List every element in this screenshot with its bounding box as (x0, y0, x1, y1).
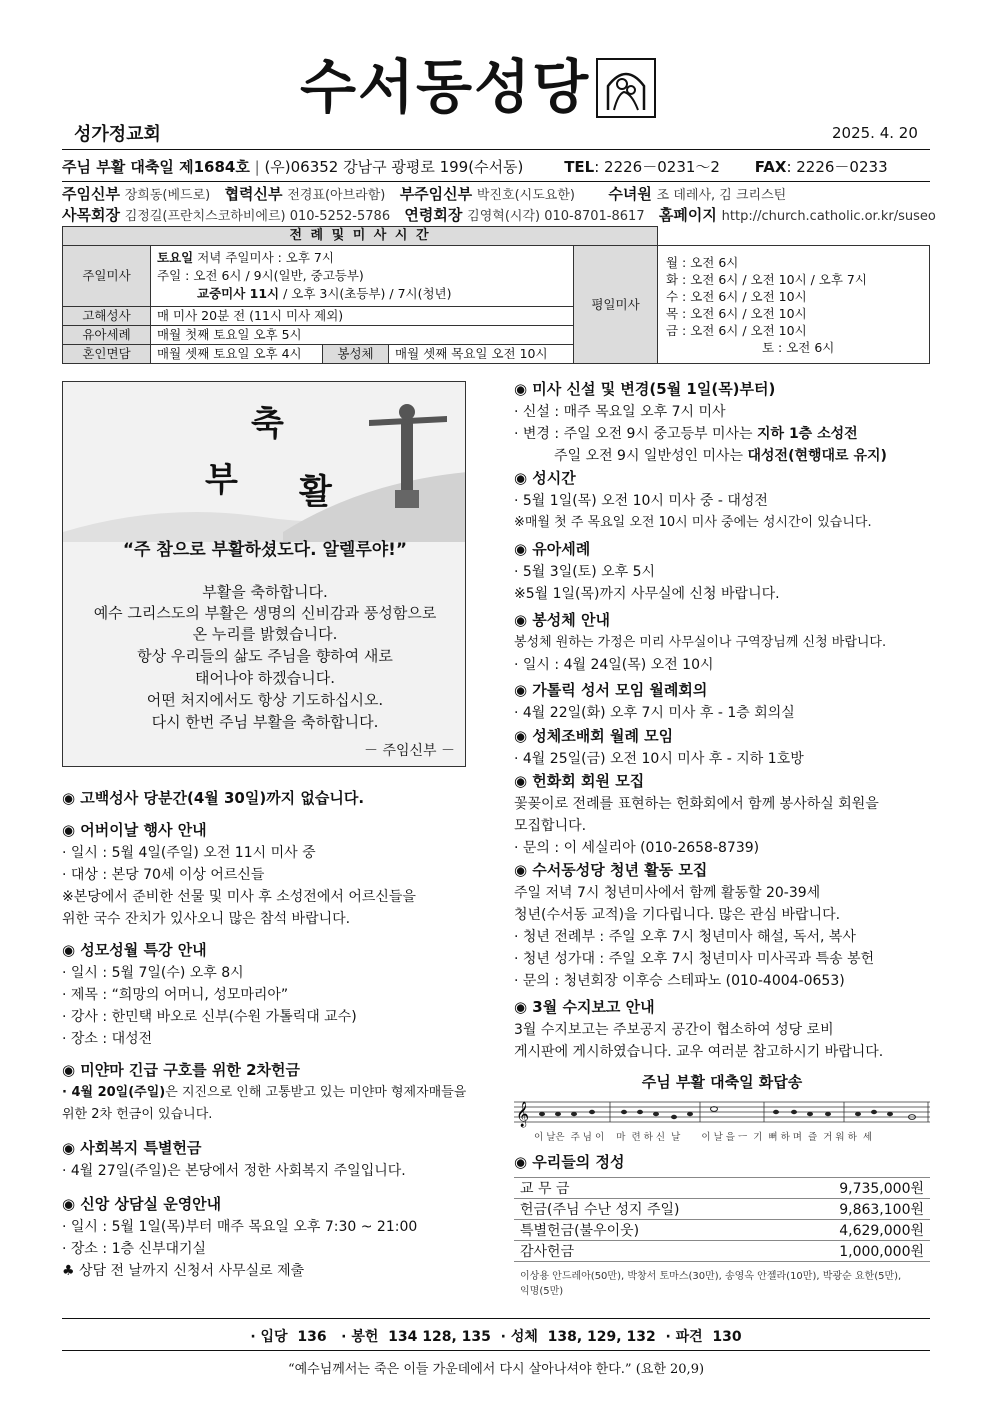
sunday-mass-label: 주일미사 (63, 246, 151, 307)
svg-text:𝄞: 𝄞 (516, 1102, 530, 1127)
offering-value: 4,629,000원 (780, 1220, 930, 1241)
notice-line: 청년(수서동 교적)을 기다립니다. 많은 관심 바랍니다. (514, 907, 841, 923)
greeting-signature: － 주임신부 － (364, 743, 455, 759)
weekday-mass-label: 평일미사 (574, 246, 658, 364)
notice-flower-group: ◉ 헌화회 회원 모집 (514, 772, 645, 790)
weekday-fri: 금 : 오전 6시 / 오전 10시 (666, 322, 807, 338)
mass-schedule-table (62, 226, 930, 364)
notice-line: 꽃꽂이로 전례를 표현하는 헌화회에서 함께 봉사하실 회원을 (514, 796, 879, 812)
notice-counseling: ◉ 신앙 상담실 운영안내 (62, 1195, 222, 1213)
issue-line: 주님 부활 대축일 제1684호 | (우)06352 강남구 광평로 199(수서동) TEL: 2226－0231～2 FAX: 2226－0233 (62, 158, 888, 176)
sunday-mass-times (151, 246, 574, 307)
notice-line: 위한 2차 헌금이 있습니다. (62, 1107, 213, 1122)
council-label: 사목회장 (62, 206, 120, 224)
vice-label: 부주임신부 (399, 185, 473, 203)
easter-greeting-box (62, 381, 466, 767)
notice-line: 봉성체 원하는 가정은 미리 사무실이나 구역장님께 신청 바랍니다. (514, 635, 887, 650)
confession-label: 고해성사 (63, 307, 151, 326)
notice-line: · 문의 : 청년회장 이후승 스테파노 (010-4004-0653) (514, 973, 845, 989)
offering-label: 특별헌금(불우이웃) (514, 1220, 780, 1241)
pastor-label: 주임신부 (62, 185, 120, 203)
change-location-1: 지하 1층 소성전 (757, 426, 858, 442)
notice-finance-report: ◉ 3월 수지보고 안내 (514, 998, 655, 1016)
greeting-line: 항상 우리들의 삶도 주님을 향하여 새로 (137, 647, 393, 665)
assoc-head-name: 김영혁(시각) 010-8701-8617 (467, 209, 645, 224)
notice-line: ※본당에서 준비한 선물 및 미사 후 소성전에서 어르신들을 (62, 889, 416, 905)
clergy-line (62, 184, 786, 206)
notice-line: · 장소 : 1층 신부대기실 (62, 1241, 207, 1257)
notice-line (514, 423, 858, 445)
offerings-table (514, 1177, 930, 1262)
notice-mass-change: ◉ 미사 신설 및 변경(5월 1일(목)부터) (514, 380, 776, 398)
table-row (514, 1220, 930, 1241)
notice-line: · 5월 1일(목) 오전 10시 미사 중 - 대성전 (514, 493, 768, 509)
homepage-label: 홈페이지 (658, 206, 717, 224)
schedule-heading: 전 례 및 미 사 시 간 (63, 227, 658, 246)
holy-family-logo-icon (596, 58, 656, 118)
notice-line (514, 445, 887, 467)
notice-line: · 일시 : 5월 1일(목)부터 매주 목요일 오후 7:30 ~ 21:00 (62, 1219, 418, 1235)
notice-line: · 일시 : 5월 4일(주일) 오전 11시 미사 중 (62, 845, 316, 861)
greeting-char-3: 활 (299, 472, 332, 512)
vice-name: 박진호(시도요한) (476, 188, 575, 203)
notice-line: · 4월 27일(주일)은 본당에서 정한 사회복지 주일입니다. (62, 1163, 406, 1179)
assoc-name: 전경표(아브라함) (287, 188, 386, 203)
notice-youth-recruit: ◉ 수서동성당 청년 활동 모집 (514, 861, 708, 879)
notice-line: ※5월 1일(목)까지 사무실에 신청 바랍니다. (514, 586, 780, 602)
psalm-music-staff-icon (514, 1096, 930, 1130)
psalm-title: 주님 부활 대축일 화답송 (641, 1073, 803, 1091)
weekday-mon: 월 : 오전 6시 (666, 254, 739, 270)
change-text-1: · 변경 : 주일 오전 9시 중고등부 미사는 (514, 426, 758, 442)
bible-verse: “예수님께서는 죽은 이들 가운데에서 다시 살아나셔야 한다.” (요한 20,9) (287, 1362, 705, 1377)
divider (62, 1350, 930, 1351)
notice-line: 게시판에 게시하였습니다. 교우 여러분 참고하시기 바랍니다. (514, 1044, 884, 1060)
fax-number: : 2226－0233 (786, 158, 888, 176)
notice-line: · 대상 : 본당 70세 이상 어르신들 (62, 867, 265, 883)
greeting-char-2: 부 (205, 460, 238, 500)
notice-line: · 청년 전례부 : 주일 오후 7시 청년미사 해설, 독서, 복사 (514, 929, 856, 945)
fax-label: FAX (754, 158, 787, 176)
tel-label: TEL (564, 158, 595, 176)
weekday-mass-times (658, 246, 930, 364)
notice-line: ♣ 상담 전 날까지 신청서 사무실로 제출 (62, 1263, 305, 1279)
weekday-wed: 수 : 오전 6시 / 오전 10시 (666, 288, 807, 304)
notice-adoration-meeting: ◉ 성체조배회 월례 모임 (514, 727, 674, 745)
marriage-time: 매월 셋째 토요일 오후 4시 (151, 345, 323, 364)
notice-line: · 5월 3일(토) 오후 5시 (514, 564, 656, 580)
assoc-label: 협력신부 (224, 185, 283, 203)
notice-line (62, 1082, 466, 1104)
notice-line: · 장소 : 대성전 (62, 1031, 153, 1047)
nun-label: 수녀원 (608, 185, 652, 203)
mass-stats: · 입당 136 · 봉헌 134 128, 135 · 성체 138, 129, 132 · 파견 130 (250, 1329, 742, 1345)
baptism-time: 매월 첫째 토요일 오후 5시 (151, 326, 574, 345)
weekday-tue: 화 : 오전 6시 / 오전 10시 / 오후 7시 (666, 271, 867, 287)
psalm-lyrics: 이 날은 주 님 이 마 련 하 신 날 이 날 을 ㅡ 기 뻐 하 며 즐 거 워 하 세 (534, 1132, 873, 1143)
offering-label: 교 무 금 (514, 1178, 780, 1199)
nun-names: 조 데레사, 김 크리스틴 (656, 188, 787, 203)
notice-line: · 문의 : 이 세실리아 (010-2658-8739) (514, 840, 760, 856)
donors-list: 이상용 안드레아(50만), 박창서 토마스(30만), 송영옥 안젤라(10만), 박광순 요한(5만), (520, 1271, 902, 1282)
parish-subtitle: 성가정교회 (74, 124, 161, 145)
greeting-line: 부활을 축하합니다. (202, 583, 328, 601)
offering-label: 헌금(주님 수난 성지 주일) (514, 1199, 780, 1220)
notice-myanmar-relief: ◉ 미얀마 긴급 구호를 위한 2차헌금 (62, 1061, 301, 1079)
notice-line: 모집합니다. (514, 818, 587, 834)
offering-value: 9,735,000원 (780, 1178, 930, 1199)
myanmar-date: · 4월 20일(주일) (62, 1085, 166, 1100)
issue-date: 2025. 4. 20 (832, 124, 918, 142)
notice-confession: ◉ 고백성사 당분간(4월 30일)까지 없습니다. (62, 789, 365, 807)
greeting-line: 온 누리를 밝혔습니다. (192, 625, 338, 643)
notice-line: · 청년 성가대 : 주일 오후 7시 청년미사 미사곡과 특송 봉헌 (514, 951, 875, 967)
eucharist-time: 매월 셋째 목요일 오전 10시 (389, 345, 574, 364)
notice-line: 위한 국수 잔치가 있사오니 많은 참석 바랍니다. (62, 911, 351, 927)
homepage-link[interactable]: http://church.catholic.or.kr/suseo (721, 209, 936, 224)
notice-line: · 4월 22일(화) 오후 7시 미사 후 - 1층 회의실 (514, 705, 795, 721)
change-text-2: 주일 오전 9시 일반성인 미사는 (514, 448, 748, 464)
notice-line: · 일시 : 4월 24일(목) 오전 10시 (514, 657, 714, 673)
notice-line: · 제목 : “희망의 어머니, 성모마리아” (62, 987, 289, 1003)
myanmar-text: 은 지진으로 인해 고통받고 있는 미얀마 형제자매들을 (165, 1085, 467, 1100)
donors-list-2: 익명(5만) (520, 1286, 564, 1297)
marriage-label: 혼인면담 (63, 345, 151, 364)
council-line (62, 205, 936, 227)
notice-social-welfare: ◉ 사회복지 특별헌금 (62, 1139, 202, 1157)
table-row (514, 1241, 930, 1262)
divider (62, 181, 930, 182)
offering-label: 감사헌금 (514, 1241, 780, 1262)
address: (우)06352 강남구 광평로 199(수서동) (264, 158, 524, 176)
tel-number: : 2226－0231～2 (594, 158, 720, 176)
easter-quote: “주 참으로 부활하셨도다. 알렐루야!” (122, 540, 408, 560)
notice-marian-lecture: ◉ 성모성월 특강 안내 (62, 941, 207, 959)
offering-value: 9,863,100원 (780, 1199, 930, 1220)
notice-line: · 신설 : 매주 목요일 오후 7시 미사 (514, 404, 726, 420)
sunday-time: : 오전 6시 / 9시(일반, 중고등부) (181, 268, 364, 283)
notice-line: 주일 저녁 7시 청년미사에서 함께 활동할 20-39세 (514, 885, 821, 901)
divider (62, 1318, 930, 1319)
confession-time: 매 미사 20분 전 (11시 미사 제외) (151, 307, 574, 326)
assoc-head-label: 연령회장 (404, 206, 463, 224)
sunday-time-2: / 오후 3시(초등부) / 7시(청년) (279, 286, 452, 301)
notice-bible-meeting: ◉ 가톨릭 성서 모임 월례회의 (514, 681, 708, 699)
greeting-line: 다시 한번 주님 부활을 축하합니다. (151, 713, 379, 731)
notice-line: · 4월 25일(금) 오전 10시 미사 후 - 지하 1호방 (514, 751, 804, 767)
main-mass: 교중미사 11시 (197, 286, 280, 301)
greeting-line: 예수 그리스도의 부활은 생명의 신비감과 풍성함으로 (93, 604, 437, 622)
sunday-label: 주일 (157, 268, 182, 283)
table-row (514, 1199, 930, 1220)
notice-home-communion: ◉ 봉성체 안내 (514, 611, 610, 629)
notice-holy-hour: ◉ 성시간 (514, 469, 576, 487)
issue-number: 주님 부활 대축일 제1684호 (62, 158, 250, 176)
eucharist-label: 봉성체 (323, 345, 389, 364)
weekday-thu: 목 : 오전 6시 / 오전 10시 (666, 305, 807, 321)
greeting-line: 태어나야 하겠습니다. (195, 669, 335, 687)
table-row (514, 1178, 930, 1199)
notice-line: · 강사 : 한민택 바오로 신부(수원 가톨릭대 교수) (62, 1009, 357, 1025)
greeting-line: 어떤 처지에서도 항상 기도하십시오. (146, 691, 384, 709)
notice-line: ※매월 첫 주 목요일 오전 10시 미사 중에는 성시간이 있습니다. (514, 515, 872, 530)
notice-infant-baptism: ◉ 유아세례 (514, 540, 591, 558)
change-location-2: 대성전(현행대로 유지) (747, 448, 887, 464)
saturday-time: 저녁 주일미사 : 오후 7시 (197, 250, 334, 265)
page-title: 수서동성당 (300, 53, 591, 121)
saturday-label: 토요일 (157, 250, 194, 265)
offering-value: 1,000,000원 (780, 1241, 930, 1262)
council-name: 김정길(프란치스코하비에르) 010-5252-5786 (124, 209, 391, 224)
baptism-label: 유아세례 (63, 326, 151, 345)
notice-line: · 일시 : 5월 7일(수) 오후 8시 (62, 965, 244, 981)
offerings-heading: ◉ 우리들의 정성 (514, 1153, 625, 1171)
greeting-char-1: 축 (251, 404, 284, 444)
weekday-sat: 토 : 오전 6시 (762, 339, 835, 355)
pastor-name: 장희동(베드로) (124, 188, 211, 203)
divider (62, 149, 930, 150)
notice-line: 3월 수지보고는 주보공지 공간이 협소하여 성당 로비 (514, 1022, 834, 1038)
notice-parents-day: ◉ 어버이날 행사 안내 (62, 821, 207, 839)
